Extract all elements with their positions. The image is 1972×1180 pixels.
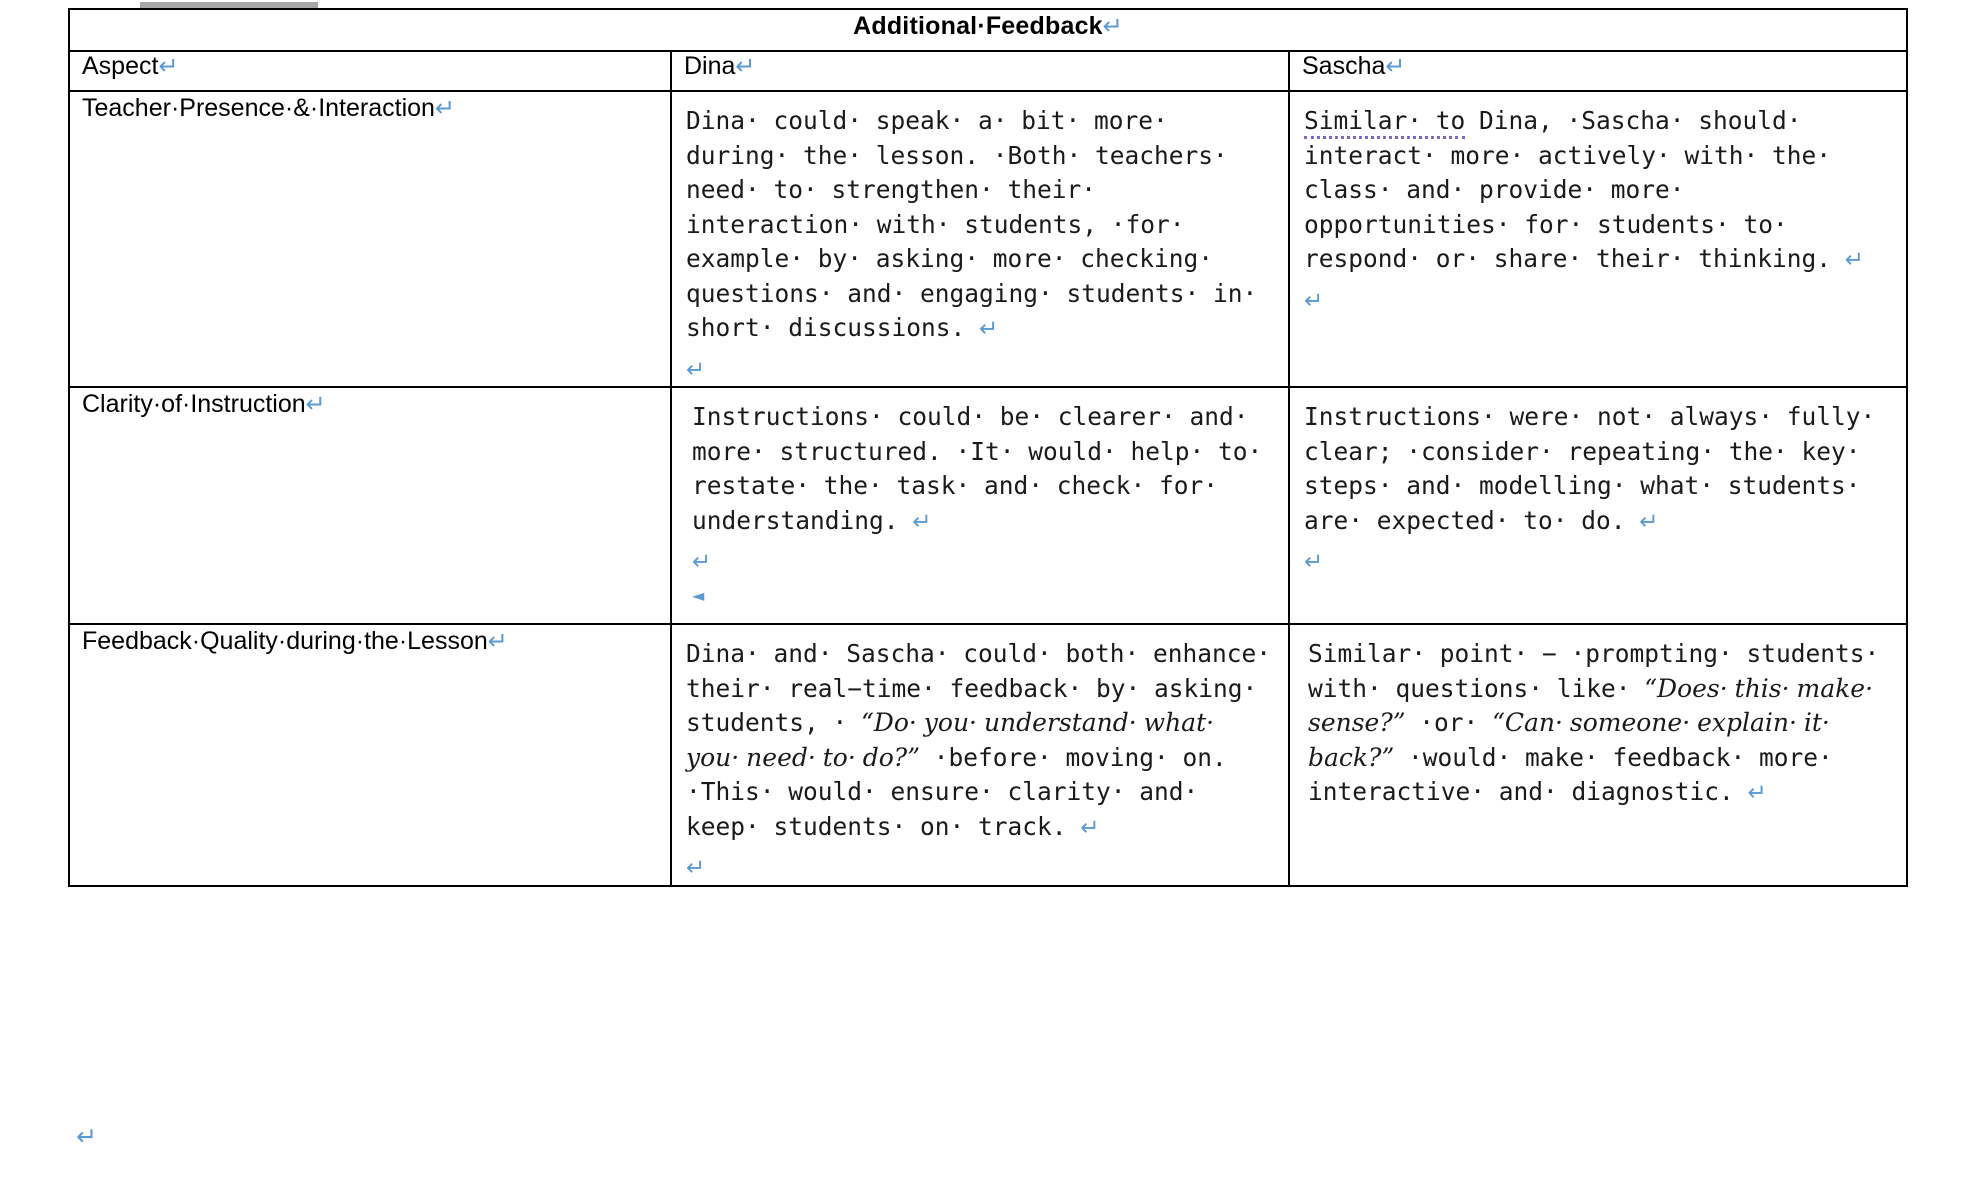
feedback-cell-sascha-feedback-quality	[1289, 624, 1907, 886]
aspect-label: Feedback·Quality·during·the·Lesson↵	[82, 627, 508, 655]
table-header-row	[69, 51, 1907, 91]
pilcrow-icon: ↵	[1747, 780, 1767, 806]
quoted-phrase: “Does· this· make· sense?”	[1308, 673, 1874, 737]
column-header-dina	[671, 51, 1289, 91]
column-header-sascha-label: Sascha↵	[1302, 52, 1406, 80]
feedback-cell-dina-feedback-quality	[671, 624, 1289, 886]
empty-paragraph-mark: ↵	[686, 855, 706, 881]
empty-paragraph-mark: ↵	[686, 356, 706, 383]
feedback-cell-dina-teacher-presence	[671, 91, 1289, 387]
table-row	[69, 387, 1907, 624]
column-header-dina-label: Dina↵	[684, 52, 756, 80]
pilcrow-icon: ↵	[434, 94, 456, 122]
table-title-row	[69, 9, 1907, 51]
feedback-text: Instructions· could· be· clearer· and· more· structured. ·It· would· help· to· restate· the· task· and· check· for· understanding. ↵	[692, 402, 1263, 535]
feedback-text: Dina· and· Sascha· could· both· enhance· their· real−time· feedback· by· asking· students, · “Do· you· understand· what· you· need· to· do?” ·before· moving· on. ·This· would· ensure· clarity· and· keep· students· on· track. ↵	[686, 639, 1272, 841]
aspect-cell-feedback-quality	[69, 624, 671, 886]
cell-bottom-spacer	[672, 613, 1288, 623]
feedback-cell-sascha-clarity	[1289, 387, 1907, 624]
pilcrow-icon: ↵	[1102, 12, 1123, 40]
quoted-phrase: “Do· you· understand· what· you· need· to· do?”	[686, 708, 1215, 772]
table-row	[69, 91, 1907, 387]
quoted-phrase: “Can· someone· explain· it· back?”	[1308, 708, 1830, 772]
pilcrow-icon: ↵	[158, 52, 179, 80]
empty-paragraph-mark: ↵	[1304, 549, 1324, 575]
pilcrow-icon: ↵	[1080, 814, 1100, 841]
pilcrow-icon: ↵	[487, 627, 508, 655]
trailing-paragraph-mark: ↵	[76, 1122, 97, 1151]
column-header-sascha	[1289, 51, 1907, 91]
table-title: Additional·Feedback	[853, 12, 1103, 40]
table-row	[69, 624, 1907, 886]
feedback-text: Instructions· were· not· always· fully· clear; ·consider· repeating· the· key· steps· and· modelling· what· students· are· expected· to· do. ↵	[1304, 402, 1876, 535]
pilcrow-icon: ↵	[735, 52, 756, 80]
grammar-flagged-phrase[interactable]: Similar· to	[1304, 106, 1465, 139]
feedback-cell-dina-clarity	[671, 387, 1289, 624]
feedback-cell-sascha-teacher-presence	[1289, 91, 1907, 387]
pilcrow-icon: ↵	[912, 508, 932, 535]
column-header-aspect-label: Aspect↵	[82, 52, 179, 80]
table-title-cell	[69, 9, 1907, 51]
aspect-cell-clarity	[69, 387, 671, 624]
feedback-text: Similar· point· − ·prompting· students· with· questions· like· “Does· this· make· sense?” ·or· “Can· someone· explain· it· back?” ·would· make· feedback· more· interactive· and· diagnostic. ↵	[1308, 639, 1880, 806]
pilcrow-icon: ↵	[305, 390, 326, 418]
aspect-label: Teacher·Presence·&·Interaction↵	[82, 94, 456, 122]
feedback-text: Similar· to Dina, ·Sascha· should· interact· more· actively· with· the· class· and· provide· more· opportunities· for· students· to· respond· or· share· their· thinking. ↵	[1304, 106, 1865, 273]
feedback-text: Dina· could· speak· a· bit· more· during· the· lesson. ·Both· teachers· need· to· strengthen· their· interaction· with· students, ·for· example· by· asking· more· checking· questions· and· engaging· students· in· short· discussions. ↵	[686, 106, 1258, 342]
empty-paragraph-mark: ↵	[1304, 287, 1324, 314]
column-header-aspect	[69, 51, 671, 91]
additional-feedback-table	[68, 8, 1908, 887]
stray-formatting-mark: ◄	[692, 585, 705, 605]
pilcrow-icon: ↵	[979, 316, 999, 342]
empty-paragraph-mark: ↵	[692, 549, 712, 575]
aspect-label: Clarity·of·Instruction↵	[82, 390, 326, 418]
aspect-cell-teacher-presence	[69, 91, 671, 387]
pilcrow-icon: ↵	[1844, 247, 1865, 273]
pilcrow-icon: ↵	[1639, 508, 1659, 535]
pilcrow-icon: ↵	[1385, 52, 1406, 80]
